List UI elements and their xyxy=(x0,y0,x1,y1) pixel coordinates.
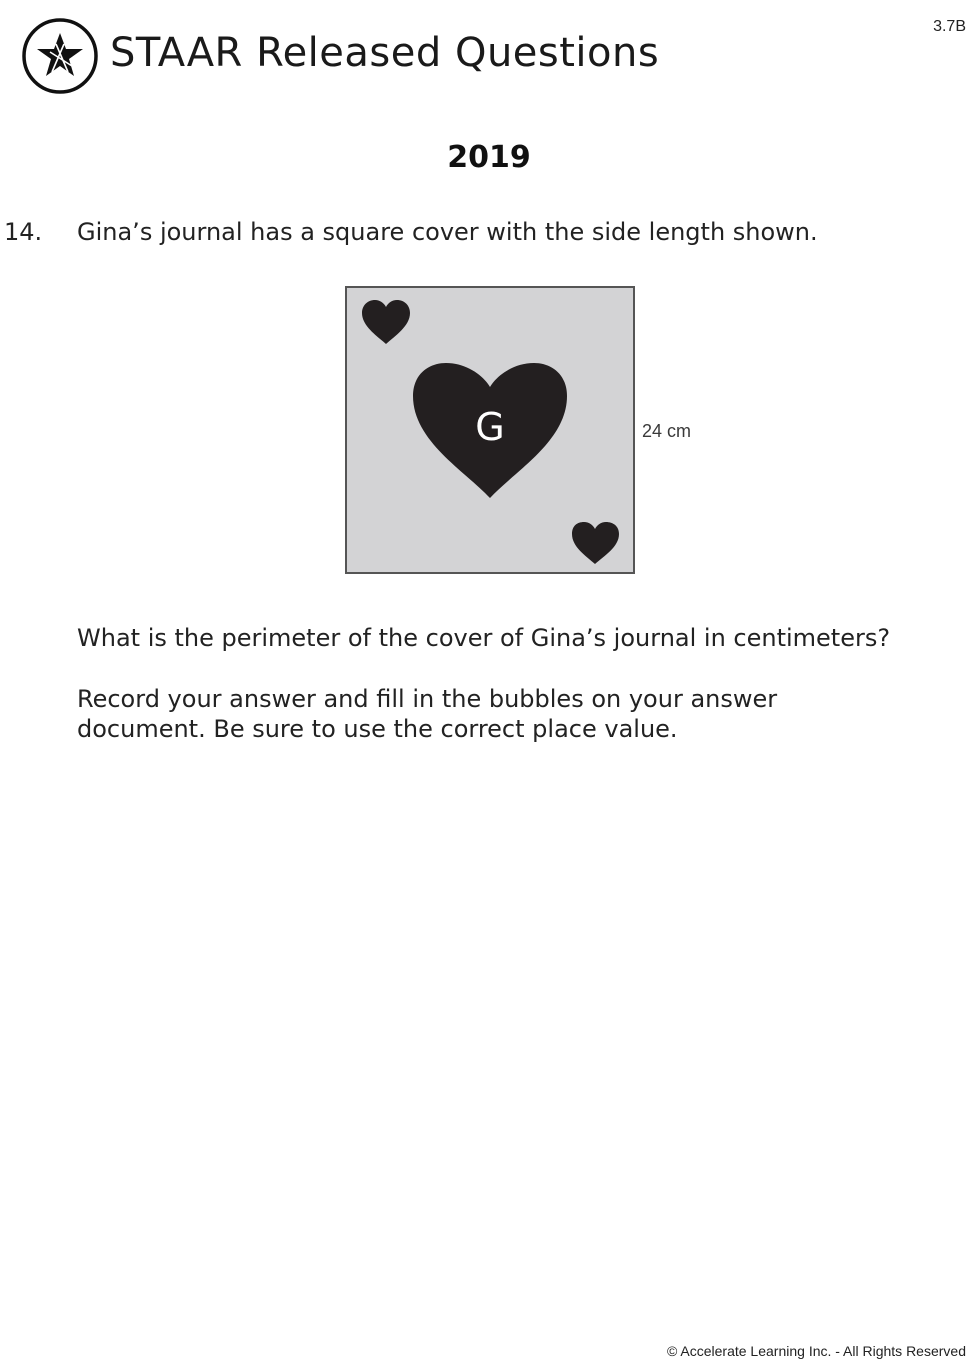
heart-letter: G xyxy=(475,405,505,449)
question-number: 14. xyxy=(4,218,43,246)
page-header-title: STAAR Released Questions xyxy=(110,30,660,76)
star-logo-icon xyxy=(20,16,100,96)
copyright-footer: © Accelerate Learning Inc. - All Rights Reserved xyxy=(666,1343,966,1359)
side-length-label: 24 cm xyxy=(642,421,692,441)
standard-code: 3.7B xyxy=(933,18,966,35)
answer-instruction: Record your answer and fill in the bubbles on your answer document. Be sure to use the correct place value. xyxy=(77,685,778,743)
year-heading: 2019 xyxy=(447,140,531,175)
question-prompt: What is the perimeter of the cover of Gina’s journal in centimeters? xyxy=(77,624,891,652)
question-stem: Gina’s journal has a square cover with the side length shown. xyxy=(77,218,818,246)
journal-cover-figure xyxy=(345,286,725,578)
